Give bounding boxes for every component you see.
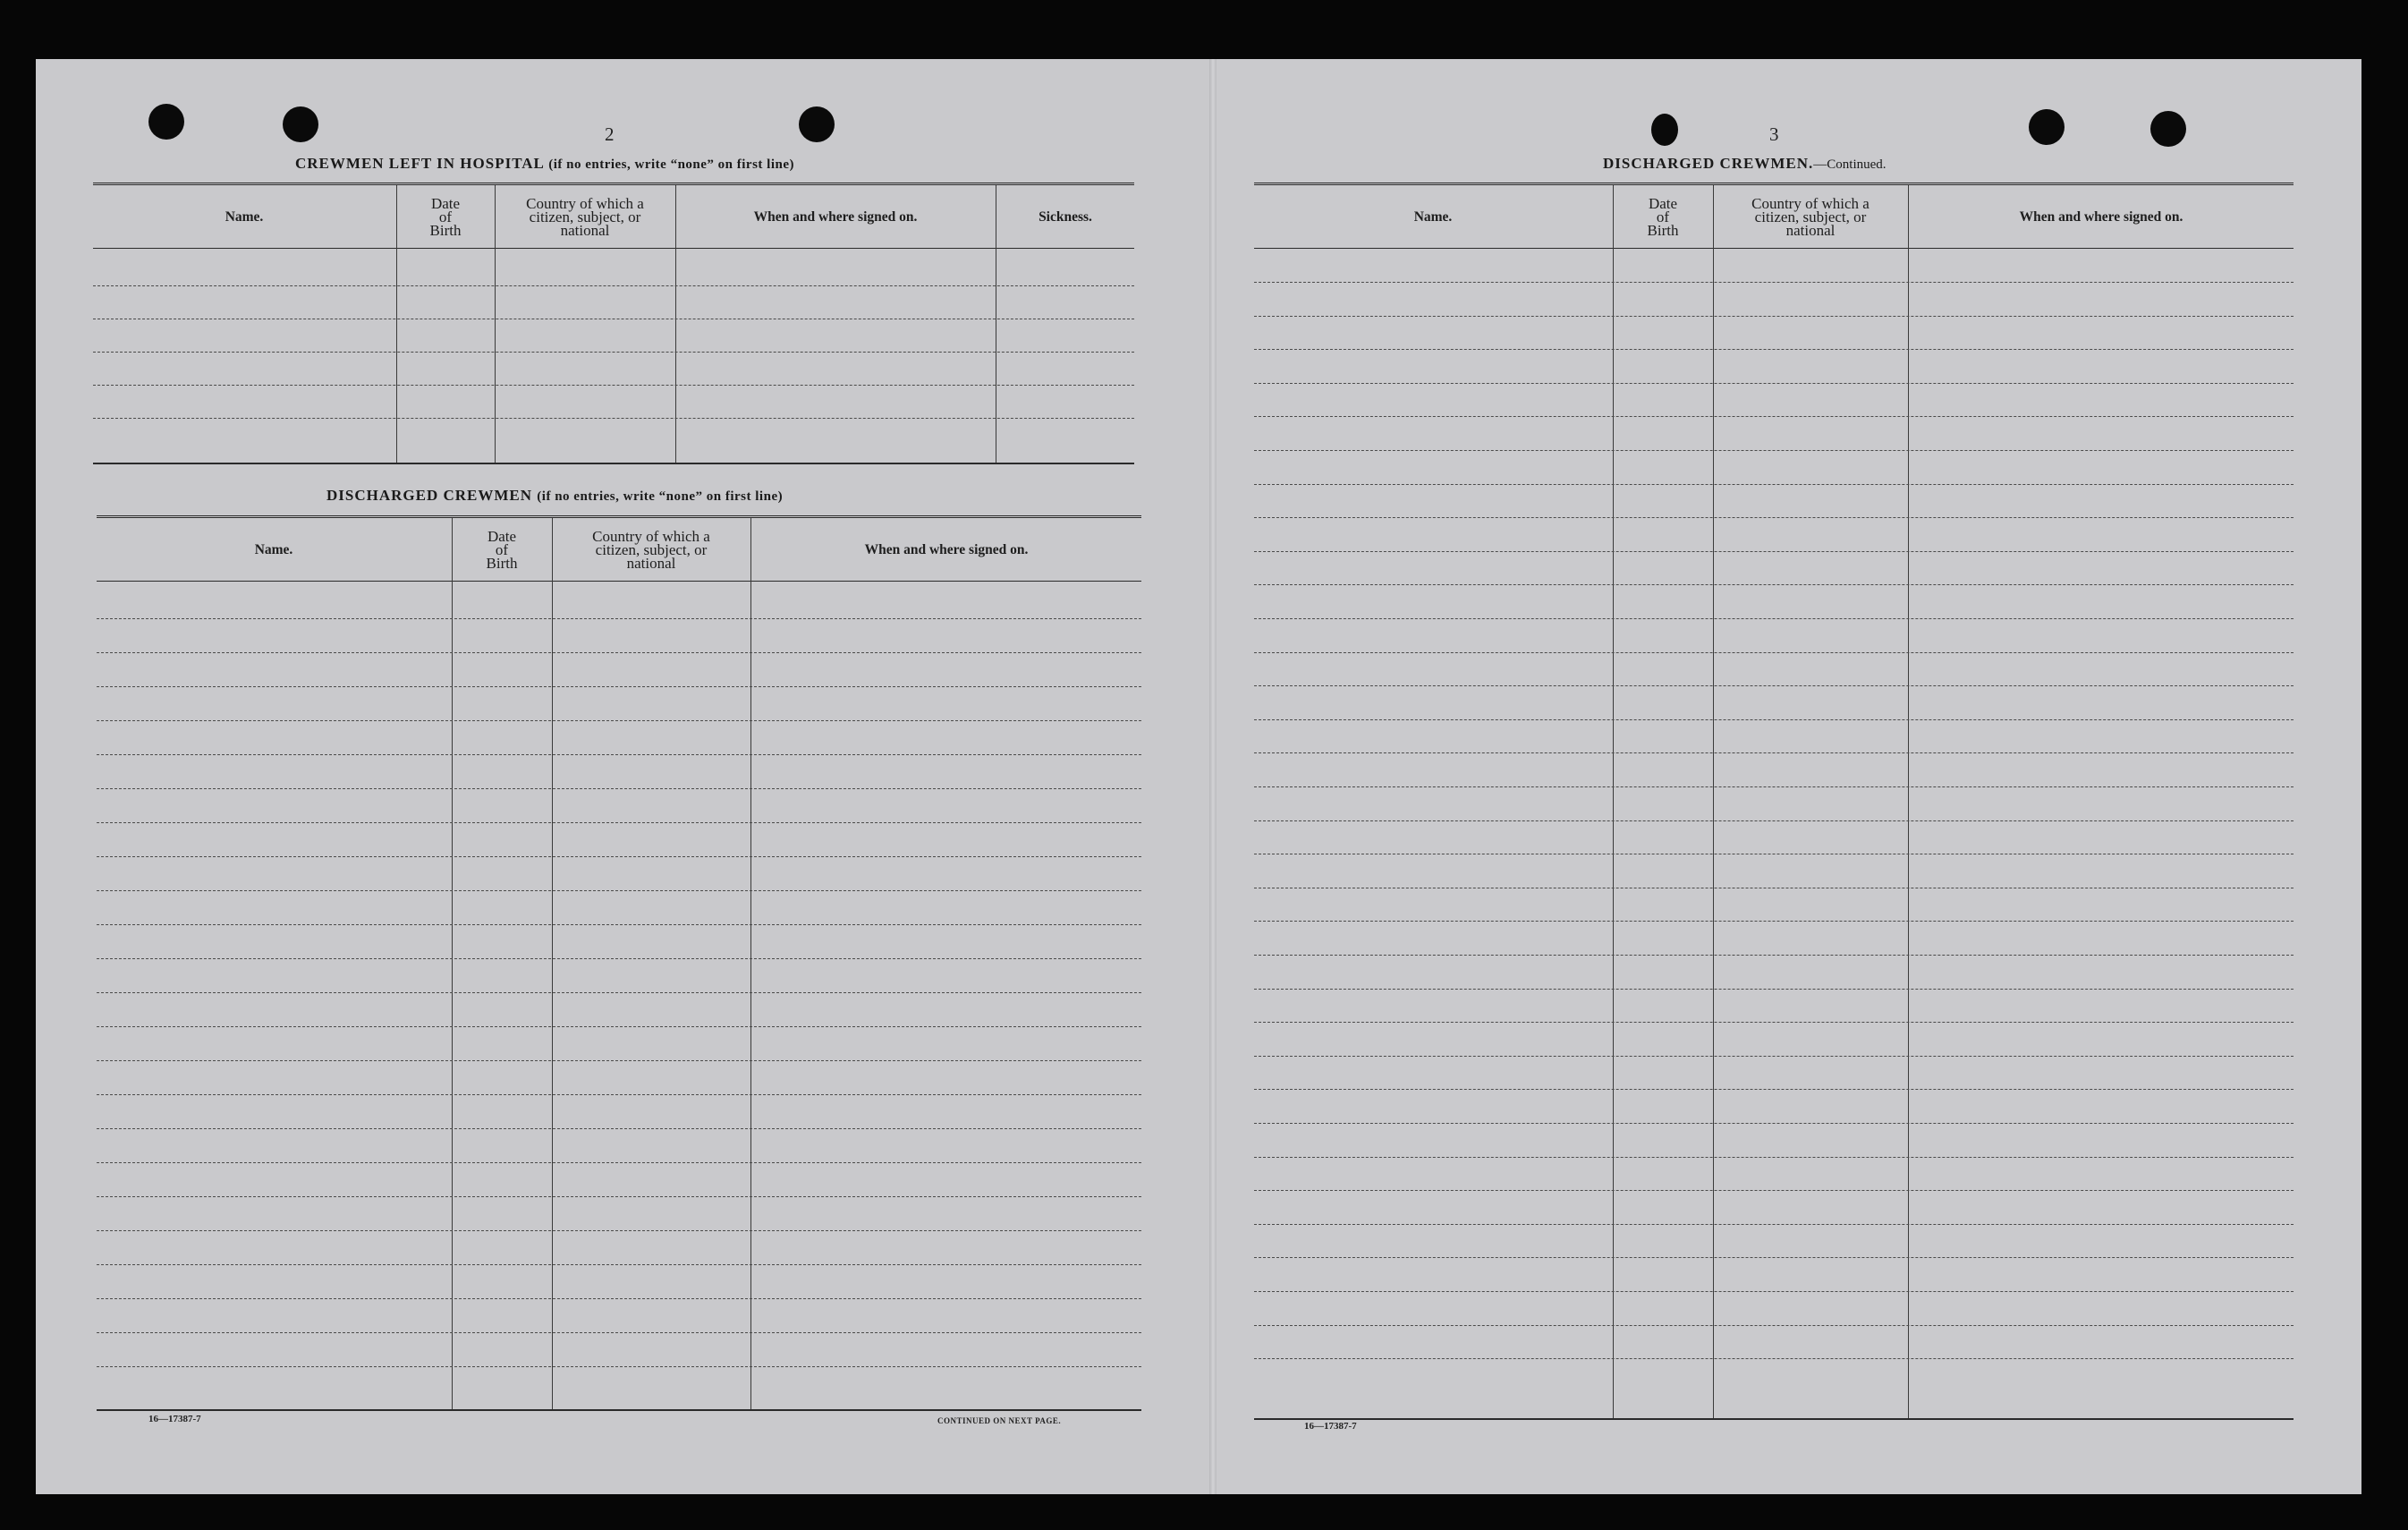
entry-line bbox=[1254, 1022, 2294, 1023]
punch-hole bbox=[1651, 114, 1678, 146]
entry-line bbox=[1254, 719, 2294, 720]
entry-line bbox=[1254, 1257, 2294, 1258]
entry-line bbox=[1254, 584, 2294, 585]
entry-line bbox=[1254, 484, 2294, 485]
punch-hole bbox=[2150, 111, 2186, 147]
column-header-date-of-birth: Date of Birth bbox=[486, 527, 518, 572]
entry-line bbox=[93, 385, 1134, 386]
entry-line bbox=[97, 890, 1141, 891]
entry-lines bbox=[1254, 185, 2294, 1418]
entry-line bbox=[93, 418, 1134, 419]
entry-line bbox=[97, 1264, 1141, 1265]
hospital-title-note: (if no entries, write “none” on first line) bbox=[548, 157, 794, 172]
entry-line bbox=[1254, 921, 2294, 922]
entry-line bbox=[97, 1162, 1141, 1163]
entry-line bbox=[93, 285, 1134, 286]
entry-line bbox=[1254, 989, 2294, 990]
entry-line bbox=[1254, 450, 2294, 451]
entry-line bbox=[1254, 282, 2294, 283]
entry-line bbox=[97, 652, 1141, 653]
discharged-title-note: (if no entries, write “none” on first line) bbox=[537, 489, 784, 504]
entry-line bbox=[97, 618, 1141, 619]
continued-table bbox=[1254, 183, 2294, 1420]
entry-line bbox=[97, 1128, 1141, 1129]
binding-gutter bbox=[1209, 59, 1217, 1494]
punch-hole bbox=[148, 104, 184, 140]
entry-line bbox=[97, 822, 1141, 823]
entry-line bbox=[97, 1060, 1141, 1061]
entry-line bbox=[97, 1366, 1141, 1367]
entry-line bbox=[1254, 1291, 2294, 1292]
entry-lines bbox=[97, 518, 1141, 1409]
discharged-title-text: DISCHARGED CREWMEN bbox=[326, 487, 533, 504]
entry-line bbox=[97, 720, 1141, 721]
column-header-name: Name. bbox=[254, 541, 293, 557]
column-header-date-of-birth: Date of Birth bbox=[429, 194, 462, 239]
hospital-title-text: CREWMEN LEFT IN HOSPITAL bbox=[295, 155, 544, 172]
entry-line bbox=[1254, 517, 2294, 518]
column-header-country: Country of which a citizen, subject, or national bbox=[526, 194, 644, 239]
entry-line bbox=[1254, 1157, 2294, 1158]
column-header-sickness: Sickness. bbox=[1039, 208, 1092, 225]
entry-line bbox=[97, 1026, 1141, 1027]
entry-line bbox=[1254, 349, 2294, 350]
entry-line bbox=[1254, 1358, 2294, 1359]
column-header-signed-on: When and where signed on. bbox=[753, 208, 918, 225]
entry-line bbox=[97, 856, 1141, 857]
page-number-left: 2 bbox=[605, 123, 615, 145]
continued-section-title bbox=[1603, 155, 1887, 173]
entry-line bbox=[1254, 652, 2294, 653]
punch-hole bbox=[283, 106, 318, 142]
entry-line bbox=[1254, 752, 2294, 753]
punch-hole bbox=[799, 106, 835, 142]
entry-line bbox=[1254, 685, 2294, 686]
entry-line bbox=[97, 788, 1141, 789]
punch-hole bbox=[2029, 109, 2065, 145]
entry-line bbox=[97, 1298, 1141, 1299]
entry-line bbox=[97, 1230, 1141, 1231]
column-header-signed-on: When and where signed on. bbox=[864, 541, 1029, 557]
entry-line bbox=[1254, 1089, 2294, 1090]
entry-line bbox=[97, 958, 1141, 959]
column-header-country: Country of which a citizen, subject, or national bbox=[1751, 194, 1870, 239]
entry-line bbox=[97, 1196, 1141, 1197]
entry-line bbox=[97, 992, 1141, 993]
form-number-left: 16—17387-7 bbox=[148, 1414, 201, 1424]
entry-line bbox=[1254, 786, 2294, 787]
column-header-country: Country of which a citizen, subject, or national bbox=[592, 527, 710, 572]
continued-notice: CONTINUED ON NEXT PAGE. bbox=[937, 1416, 1062, 1425]
entry-line bbox=[1254, 618, 2294, 619]
entry-line bbox=[1254, 1190, 2294, 1191]
entry-line bbox=[97, 686, 1141, 687]
entry-line bbox=[97, 754, 1141, 755]
column-header-signed-on: When and where signed on. bbox=[2019, 208, 2183, 225]
column-header-name: Name. bbox=[225, 208, 264, 225]
continued-title-note: —Continued. bbox=[1813, 157, 1887, 172]
entry-line bbox=[1254, 1123, 2294, 1124]
entry-lines bbox=[93, 185, 1134, 463]
entry-line bbox=[1254, 1056, 2294, 1057]
entry-line bbox=[1254, 551, 2294, 552]
entry-line bbox=[97, 1332, 1141, 1333]
entry-line bbox=[93, 352, 1134, 353]
form-number-right: 16—17387-7 bbox=[1304, 1421, 1357, 1432]
entry-line bbox=[97, 1094, 1141, 1095]
entry-line bbox=[1254, 416, 2294, 417]
discharged-section-title bbox=[326, 487, 783, 505]
entry-line bbox=[1254, 955, 2294, 956]
entry-line bbox=[1254, 820, 2294, 821]
entry-line bbox=[1254, 383, 2294, 384]
hospital-table bbox=[93, 183, 1134, 464]
column-header-name: Name. bbox=[1413, 208, 1453, 225]
page-number-right: 3 bbox=[1769, 123, 1779, 145]
discharged-table bbox=[97, 515, 1141, 1411]
column-header-date-of-birth: Date of Birth bbox=[1647, 194, 1679, 239]
entry-line bbox=[1254, 1224, 2294, 1225]
hospital-section-title bbox=[295, 155, 794, 173]
continued-title-text: DISCHARGED CREWMEN. bbox=[1603, 155, 1814, 172]
entry-line bbox=[97, 924, 1141, 925]
entry-line bbox=[1254, 1325, 2294, 1326]
entry-line bbox=[1254, 316, 2294, 317]
